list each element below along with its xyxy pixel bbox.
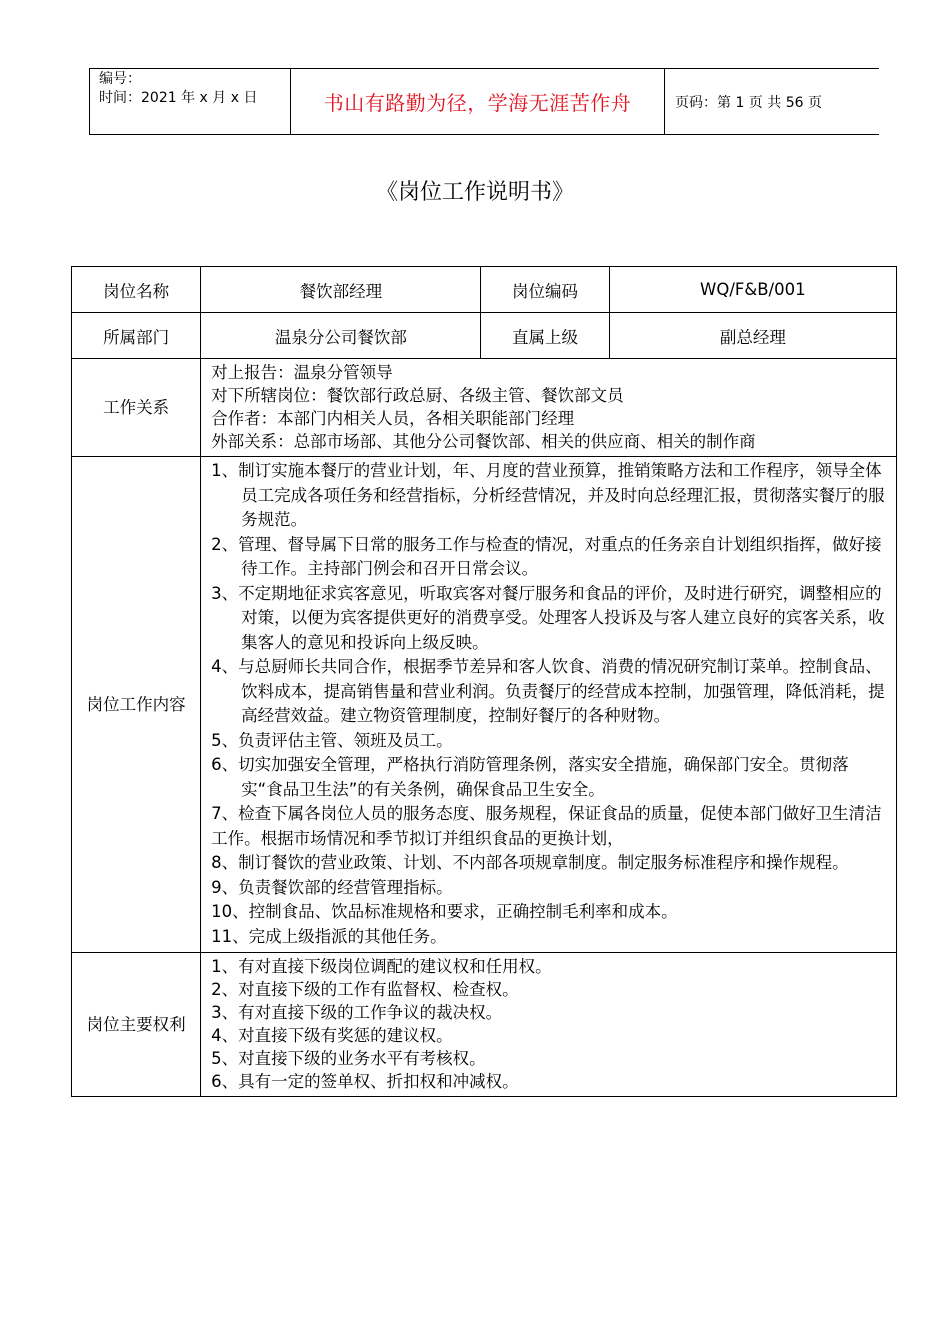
table-row [72,267,897,313]
job-description-table [71,266,897,1097]
relations-line: 对上报告：温泉分管领导 [211,363,393,382]
relations-content [201,359,897,457]
duty-item: 7、检查下属各岗位人员的服务态度、服务规程，保证食品的质量，促使本部门做好卫生清洁工作。根据市场情况和季节拟订并组织食品的更换计划， [211,804,882,848]
power-item: 3、有对直接下级的工作争议的裁决权。 [211,1003,503,1022]
table-row [72,953,897,1097]
duty-item: 9、负责餐饮部的经营管理指标。 [211,877,453,897]
position-code-label: 岗位编码 [481,267,609,313]
relations-line: 对下所辖岗位：餐饮部行政总厨、各级主管、餐饮部文员 [211,386,624,405]
position-name-label: 岗位名称 [72,267,201,313]
department-value: 温泉分公司餐饮部 [201,313,481,359]
table-row [72,359,897,457]
power-item: 6、具有一定的签单权、折扣权和冲减权。 [211,1072,519,1091]
powers-label: 岗位主要权利 [72,953,201,1097]
duties-label: 岗位工作内容 [72,457,201,953]
page-number: 页码：第 1 页 共 56 页 [675,94,822,111]
duty-item: 11、完成上级指派的其他任务。 [211,926,447,946]
duty-item: 1、制订实施本餐厅的营业计划，年、月度的营业预算，推销策略方法和工作程序，领导全体员工完成各项任务和经营指标，分析经营情况，并及时向总经理汇报，贯彻落实餐厅的服务规范。 [211,461,885,529]
superior-label: 直属上级 [481,313,609,359]
duty-item: 10、控制食品、饮品标准规格和要求，正确控制毛利率和成本。 [211,902,678,921]
duty-item: 5、负责评估主管、领班及员工。 [211,730,453,750]
document-header [89,68,879,135]
power-item: 5、对直接下级的业务水平有考核权。 [211,1049,486,1068]
power-item: 1、有对直接下级岗位调配的建议权和任用权。 [211,957,552,976]
duty-item: 4、与总厨师长共同合作，根据季节差异和客人饮食、消费的情况研究制订菜单。控制食品、饮料成本，提高销售量和营业利润。负责餐厅的经营成本控制，加强管理，降低消耗，提高经营效益。建立物资管理制度，控制好餐厅的各种财物。 [211,657,885,725]
power-item: 4、对直接下级有奖惩的建议权。 [211,1026,453,1045]
powers-content [201,953,897,1097]
position-name-value: 餐饮部经理 [201,267,481,313]
page-title: 《岗位工作说明书》 [375,180,574,205]
relations-line: 合作者：本部门内相关人员，各相关职能部门经理 [211,409,575,428]
duty-item: 6、切实加强安全管理，严格执行消防管理条例，落实安全措施，确保部门安全。贯彻落实“食品卫生法”的有关条例，确保食品卫生安全。 [211,755,849,799]
number-label: 编号： [99,71,141,87]
relations-line: 外部关系：总部市场部、其他分公司餐饮部、相关的供应商、相关的制作商 [211,432,756,451]
department-label: 所属部门 [72,313,201,359]
power-item: 2、对直接下级的工作有监督权、检查权。 [211,980,519,999]
table-row [72,313,897,359]
header-meta [90,69,291,134]
relations-label: 工作关系 [72,359,201,457]
position-code-value: WQ/F&B/001 [609,267,896,313]
duties-content [201,457,897,953]
table-row [72,457,897,953]
time-label: 时间：2021 年 x 月 x 日 [99,90,258,106]
header-motto: 书山有路勤为径，学海无涯苦作舟 [291,69,665,134]
duty-item: 2、管理、督导属下日常的服务工作与检查的情况，对重点的任务亲自计划组织指挥，做好接待工作。主持部门例会和召开日常会议。 [211,534,882,578]
duty-item: 3、不定期地征求宾客意见，听取宾客对餐厅服务和食品的评价，及时进行研究，调整相应的对策，以便为宾客提供更好的消费享受。处理客人投诉及与客人建立良好的宾客关系，收集客人的意见和投诉向上级反映。 [211,583,885,652]
duty-item: 8、制订餐饮的营业政策、计划、不内部各项规章制度。制定服务标准程序和操作规程。 [211,853,849,872]
superior-value: 副总经理 [609,313,896,359]
